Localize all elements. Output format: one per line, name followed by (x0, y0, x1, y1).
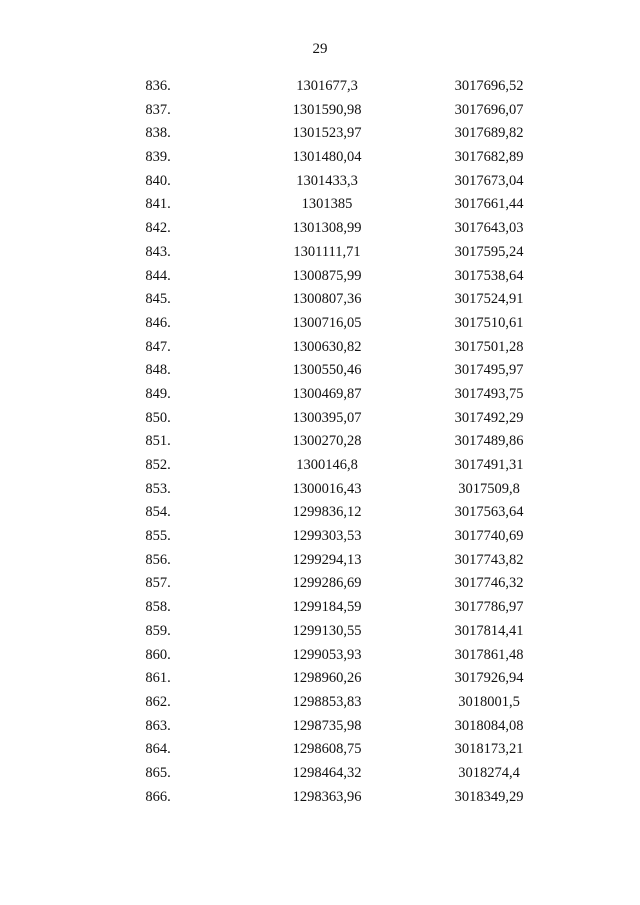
x-coordinate: 1298464,32 (292, 764, 362, 781)
point-number: 839. (145, 149, 171, 166)
point-number: 853. (145, 480, 171, 497)
y-coordinate: 3017595,24 (454, 243, 524, 260)
point-number: 845. (145, 291, 171, 308)
y-coordinate: 3017740,69 (454, 528, 524, 545)
table-row (0, 597, 640, 621)
page-number: 29 (312, 41, 328, 57)
table-row (0, 194, 640, 218)
y-coordinate: 3017682,89 (454, 149, 524, 166)
point-number: 857. (145, 575, 171, 592)
y-coordinate: 3017743,82 (454, 551, 524, 568)
x-coordinate: 1301385 (301, 196, 353, 213)
x-coordinate: 1301677,3 (296, 78, 358, 94)
point-number: 861. (145, 670, 171, 687)
y-coordinate: 3017926,94 (454, 670, 524, 687)
table-row (0, 313, 640, 337)
x-coordinate: 1301111,71 (293, 243, 361, 260)
y-coordinate: 3017491,31 (454, 457, 524, 473)
x-coordinate: 1300550,46 (292, 362, 362, 379)
x-coordinate: 1299303,53 (292, 528, 362, 545)
x-coordinate: 1300716,05 (292, 314, 362, 331)
table-row (0, 218, 640, 242)
point-number: 841. (145, 196, 171, 213)
point-number: 851. (145, 433, 171, 450)
point-number: 837. (145, 101, 171, 118)
x-coordinate: 1298363,96 (292, 788, 362, 805)
point-number: 836. (145, 78, 171, 94)
y-coordinate: 3017746,32 (454, 575, 524, 592)
point-number: 860. (145, 646, 171, 663)
point-number: 864. (145, 741, 171, 758)
x-coordinate: 1300146,8 (296, 457, 358, 473)
x-coordinate: 1301433,3 (296, 172, 358, 189)
y-coordinate: 3017661,44 (454, 196, 524, 213)
y-coordinate: 3017696,52 (454, 78, 524, 94)
point-number: 863. (145, 717, 171, 734)
table-row (0, 550, 640, 574)
point-number: 862. (145, 693, 171, 710)
table-row (0, 763, 640, 787)
point-number: 855. (145, 528, 171, 545)
point-number: 866. (145, 788, 171, 805)
point-number: 859. (145, 622, 171, 639)
table-row (0, 266, 640, 290)
y-coordinate: 3018084,08 (454, 717, 524, 734)
point-number: 843. (145, 243, 171, 260)
point-number: 850. (145, 409, 171, 426)
x-coordinate: 1301523,97 (292, 125, 362, 142)
point-number: 856. (145, 551, 171, 568)
y-coordinate: 3017696,07 (454, 101, 524, 118)
point-number: 840. (145, 172, 171, 189)
x-coordinate: 1298853,83 (292, 693, 362, 710)
x-coordinate: 1298608,75 (292, 741, 362, 758)
point-number: 865. (145, 764, 171, 781)
x-coordinate: 1300807,36 (292, 291, 362, 308)
table-row (0, 384, 640, 408)
table-row (0, 573, 640, 597)
table-row (0, 408, 640, 432)
y-coordinate: 3017492,29 (454, 409, 524, 426)
table-row (0, 431, 640, 455)
x-coordinate: 1299286,69 (292, 575, 362, 592)
point-number: 849. (145, 385, 171, 402)
point-number: 847. (145, 338, 171, 355)
table-row (0, 100, 640, 124)
table-row (0, 337, 640, 361)
point-number: 844. (145, 267, 171, 284)
y-coordinate: 3017786,97 (454, 599, 524, 616)
table-row (0, 621, 640, 645)
table-row (0, 171, 640, 195)
y-coordinate: 3017510,61 (454, 314, 524, 331)
x-coordinate: 1298735,98 (292, 717, 362, 734)
point-number: 852. (145, 457, 171, 473)
x-coordinate: 1300875,99 (292, 267, 362, 284)
x-coordinate: 1299130,55 (292, 622, 362, 639)
point-number: 854. (145, 504, 171, 521)
y-coordinate: 3018001,5 (458, 693, 520, 710)
y-coordinate: 3017563,64 (454, 504, 524, 521)
table-row (0, 360, 640, 384)
table-row (0, 645, 640, 669)
x-coordinate: 1300630,82 (292, 338, 362, 355)
point-number: 838. (145, 125, 171, 142)
y-coordinate: 3017814,41 (454, 622, 524, 639)
y-coordinate: 3017689,82 (454, 125, 524, 142)
y-coordinate: 3017509,8 (458, 480, 520, 497)
table-row (0, 526, 640, 550)
table-row (0, 76, 640, 100)
table-row (0, 502, 640, 526)
y-coordinate: 3017489,86 (454, 433, 524, 450)
y-coordinate: 3018274,4 (458, 764, 520, 781)
table-row (0, 455, 640, 479)
table-row (0, 289, 640, 313)
table-row (0, 479, 640, 503)
table-row (0, 147, 640, 171)
table-row (0, 668, 640, 692)
y-coordinate: 3017673,04 (454, 172, 524, 189)
y-coordinate: 3017493,75 (454, 385, 524, 402)
point-number: 858. (145, 599, 171, 616)
x-coordinate: 1300469,87 (292, 385, 362, 402)
x-coordinate: 1299184,59 (292, 599, 362, 616)
y-coordinate: 3017861,48 (454, 646, 524, 663)
point-number: 842. (145, 220, 171, 237)
table-row (0, 123, 640, 147)
y-coordinate: 3017643,03 (454, 220, 524, 237)
y-coordinate: 3018349,29 (454, 788, 524, 805)
table-row (0, 242, 640, 266)
x-coordinate: 1300270,28 (292, 433, 362, 450)
x-coordinate: 1300016,43 (292, 480, 362, 497)
y-coordinate: 3017501,28 (454, 338, 524, 355)
y-coordinate: 3017538,64 (454, 267, 524, 284)
table-row (0, 716, 640, 740)
x-coordinate: 1299294,13 (292, 551, 362, 568)
y-coordinate: 3018173,21 (454, 741, 524, 758)
table-row (0, 692, 640, 716)
x-coordinate: 1300395,07 (292, 409, 362, 426)
x-coordinate: 1301308,99 (292, 220, 362, 237)
x-coordinate: 1301480,04 (292, 149, 362, 166)
table-row (0, 787, 640, 811)
x-coordinate: 1299053,93 (292, 646, 362, 663)
table-row (0, 739, 640, 763)
x-coordinate: 1299836,12 (292, 504, 362, 521)
y-coordinate: 3017524,91 (454, 291, 524, 308)
x-coordinate: 1298960,26 (292, 670, 362, 687)
point-number: 848. (145, 362, 171, 379)
y-coordinate: 3017495,97 (454, 362, 524, 379)
x-coordinate: 1301590,98 (292, 101, 362, 118)
point-number: 846. (145, 314, 171, 331)
coordinates-table (0, 76, 640, 810)
